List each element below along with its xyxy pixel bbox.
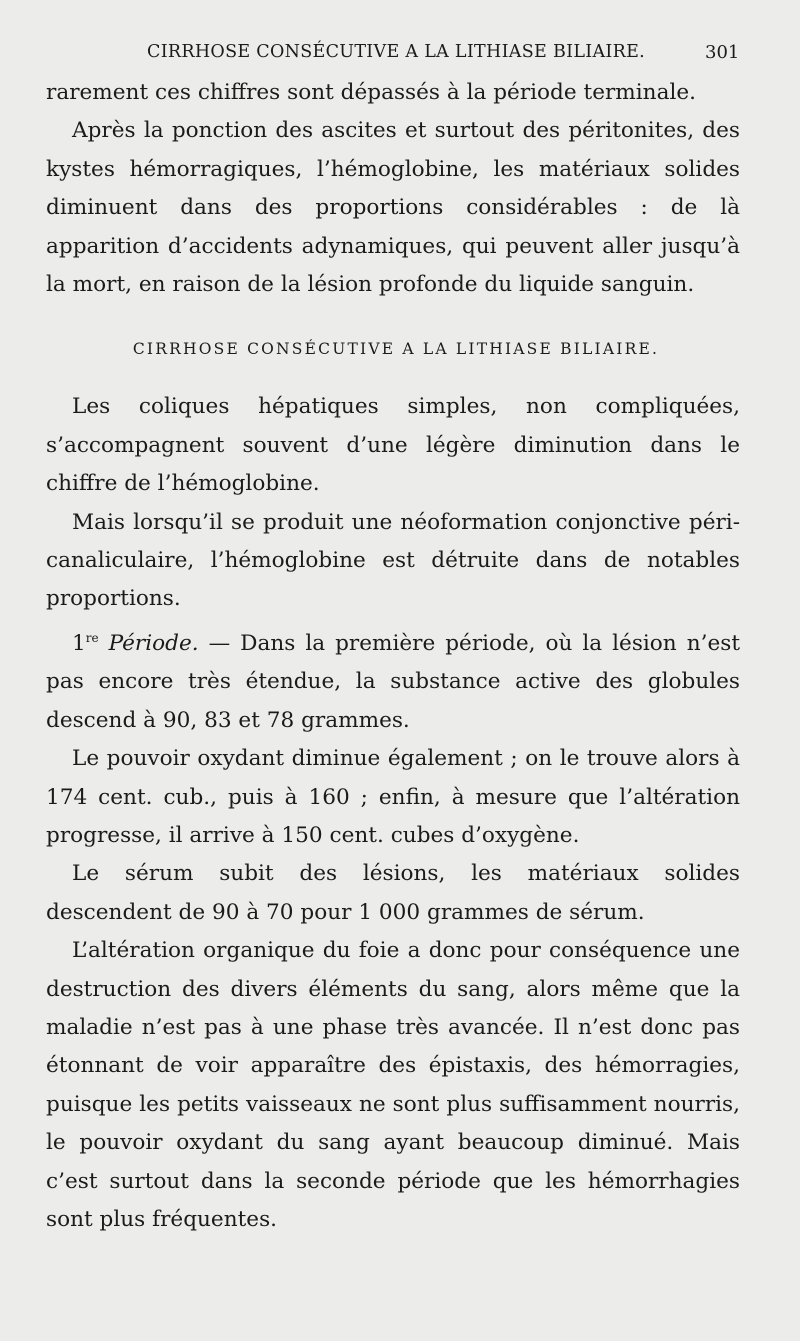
paragraph-alteration: L’altération organique du foie a donc pour conséquence une destruction des divers éléments du sang, alors même que la maladie n’est pas à une phase très avancée. Il n’est donc pas étonnant de voir apparaître des épistaxis, des hémorragies, puisque les petits vaisseaux ne sont plus suffisamment nourris, le pouvoir oxydant du sang ayant beaucoup diminué. Mais c’est surtout dans la seconde période que les hémorrhagies sont plus fréquentes. bbox=[46, 938, 740, 1232]
running-title: CIRRHOSE CONSÉCUTIVE A LA LITHIASE BILIAIRE. bbox=[147, 42, 646, 62]
paragraph-coliques: Les coliques hépatiques simples, non compliquées, s’accompagnent souvent d’une légère diminution dans le chiffre de l’hémoglobine. bbox=[46, 394, 740, 497]
paragraph-neoformation: Mais lorsqu’il se produit une néoformation conjonctive péri-canaliculaire, l’hémoglobine est détruite dans de notables proportions. bbox=[46, 509, 740, 612]
paragraph-ponction: Après la ponction des ascites et surtout des péritonites, des kystes hémorragiques, l’hémoglobine, les matériaux solides diminuent dans des proportions considérables : de là apparition d’accidents adynamiques, qui peuvent aller jusqu’à la mort, en raison de la lésion profonde du liquide sanguin. bbox=[46, 118, 740, 298]
running-head bbox=[0, 42, 800, 72]
period-label: Période. bbox=[108, 630, 199, 656]
paragraph-pouvoir-oxydant: Le pouvoir oxydant diminue également ; on le trouve alors à 174 cent. cub., puis à 160 ; enfin, à mesure que l’altération progresse, il arrive à 150 cent. cubes d’oxygène. bbox=[46, 746, 740, 848]
paragraph-serum: Le sérum subit des lésions, les matériaux solides descendent de 90 à 70 pour 1 000 grammes de sérum. bbox=[46, 861, 740, 925]
paragraph-premiere-periode bbox=[46, 619, 740, 740]
period-text: — Dans la première période, où la lésion n’est pas encore très étendue, la substance active des globules descend à 90, 83 et 78 grammes. bbox=[46, 630, 740, 733]
body-text bbox=[46, 74, 740, 1239]
paragraph-continued: rarement ces chiffres sont dépassés à la période terminale. bbox=[46, 80, 697, 105]
section-heading: CIRRHOSE CONSÉCUTIVE A LA LITHIASE BILIAIRE. bbox=[132, 340, 660, 359]
period-ordinal: 1re bbox=[72, 630, 99, 656]
page-number: 301 bbox=[705, 42, 740, 63]
